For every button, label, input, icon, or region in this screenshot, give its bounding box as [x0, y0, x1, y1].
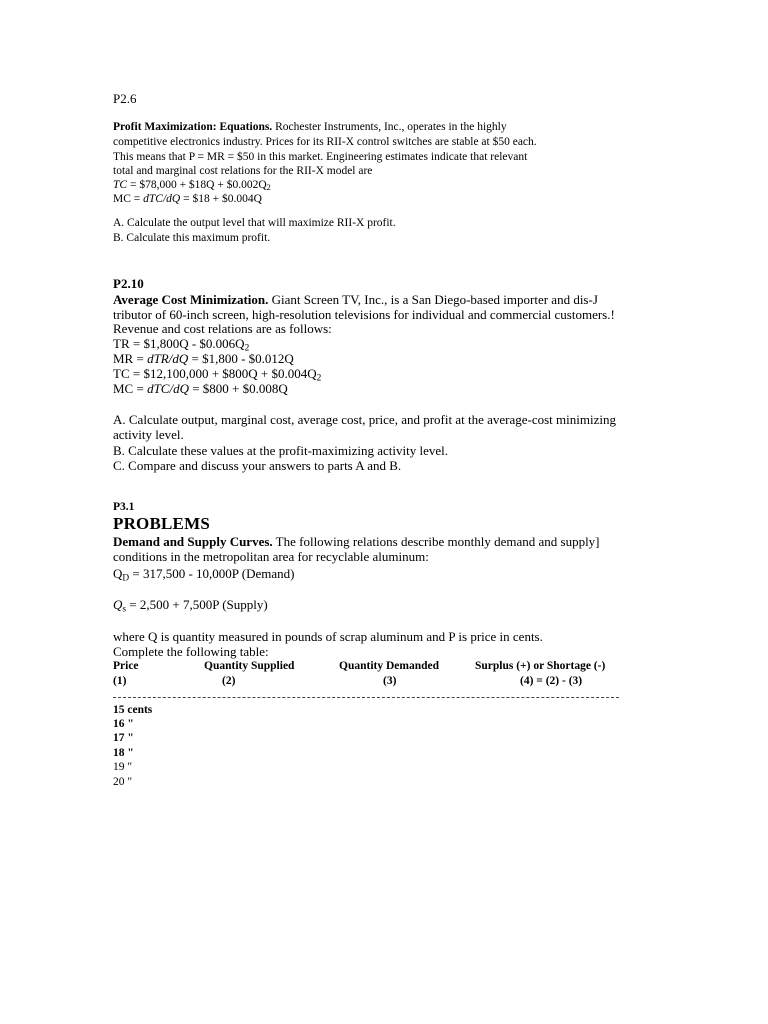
p2-10-mc-italic: dTC/dQ — [147, 381, 189, 396]
table-colnum-1: (1) — [113, 675, 127, 687]
p2-6-tc-expr: = $78,000 + $18Q + $0.002Q — [127, 179, 267, 191]
table-row: 15 cents — [113, 704, 153, 716]
table-colnum-4: (4) = (2) - (3) — [520, 675, 583, 687]
p2-10-mc-rest: = $800 + $0.008Q — [188, 381, 288, 396]
p2-10-question-c: C. Compare and discuss your answers to parts A and B. — [113, 458, 402, 473]
p3-1-qs-rest: = 2,500 + 7,500P (Supply) — [126, 597, 268, 612]
p2-10-tr-sub: 2 — [244, 343, 250, 354]
p2-10-mr-rest: = $1,800 - $0.012Q — [188, 351, 294, 366]
table-header-quantity-demanded: Quantity Demanded — [339, 660, 439, 672]
table-header-quantity-supplied: Quantity Supplied — [204, 660, 295, 672]
p3-1-intro: The following relations describe monthly demand and supply] — [272, 534, 600, 549]
p3-1-line-1 — [113, 535, 600, 548]
p2-6-question-b: B. Calculate this maximum profit. — [113, 232, 271, 244]
table-colnum-2: (2) — [222, 675, 236, 687]
table-header-price: Price — [113, 660, 139, 672]
p2-10-intro: Giant Screen TV, Inc., is a San Diego-based importer and dis-J — [268, 292, 598, 307]
problem-label-p2-6: P2.6 — [113, 91, 137, 106]
p3-1-line-2: conditions in the metropolitan area for recyclable aluminum: — [113, 549, 429, 564]
p2-10-line-2: tributor of 60-inch screen, high-resolution televisions for individual and commercial customers.! — [113, 307, 615, 322]
p2-10-line-3: Revenue and cost relations are as follows: — [113, 321, 332, 336]
p2-10-line-1 — [113, 293, 598, 306]
p2-6-question-a: A. Calculate the output level that will maximize RII-X profit. — [113, 217, 396, 229]
p3-1-complete: Complete the following table: — [113, 644, 269, 659]
p2-6-mc-equation — [113, 194, 262, 206]
table-header-surplus-shortage: Surplus (+) or Shortage (-) — [475, 660, 606, 672]
table-row: 17 " — [113, 732, 134, 744]
p2-10-title: Average Cost Minimization. — [113, 292, 269, 307]
p3-1-qd-rest: = 317,500 - 10,000P (Demand) — [129, 566, 295, 581]
p2-10-mc-prefix: MC = — [113, 381, 148, 396]
p2-10-tc-sub: 2 — [316, 373, 322, 384]
p2-6-line-3: This means that P = MR = $50 in this market. Engineering estimates indicate that relevant — [113, 151, 528, 163]
p3-1-supply-equation — [113, 598, 268, 615]
p2-6-tc-label: TC — [113, 179, 128, 191]
problem-label-p3-1: P3.1 — [113, 501, 135, 513]
table-row: 20 " — [113, 776, 133, 788]
p3-1-qs-symbol: Q — [113, 597, 123, 612]
table-row: 18 " — [113, 747, 134, 759]
p3-1-where: where Q is quantity measured in pounds of scrap aluminum and P is price in cents. — [113, 629, 543, 644]
p2-10-tr-expr: TR = $1,800Q - $0.006Q — [113, 336, 245, 351]
p2-6-mc-italic: dTC/dQ — [143, 193, 181, 205]
p2-6-tc-equation — [113, 180, 271, 192]
table-colnum-3: (3) — [383, 675, 397, 687]
p2-6-intro: Rochester Instruments, Inc., operates in the highly — [272, 121, 507, 133]
p2-10-mr-italic: dTR/dQ — [147, 351, 189, 366]
p2-10-tc-expr: TC = $12,100,000 + $800Q + $0.004Q — [113, 366, 317, 381]
p2-10-mr-prefix: MR = — [113, 351, 148, 366]
problem-label-p2-10: P2.10 — [113, 276, 144, 291]
table-row: 19 " — [113, 761, 133, 773]
table-divider — [113, 697, 619, 698]
p2-6-mc-prefix: MC = — [113, 193, 144, 205]
p3-1-qd-symbol: Q — [113, 566, 123, 581]
p2-6-line-2: competitive electronics industry. Prices for its RII-X control switches are stable at $50 each. — [113, 136, 537, 148]
p2-6-mc-rest: = $18 + $0.004Q — [180, 193, 262, 205]
table-row: 16 " — [113, 718, 134, 730]
p2-6-tc-sub: 2 — [266, 183, 271, 193]
p3-1-qs-sub: s — [122, 604, 127, 615]
p2-10-mc-equation — [113, 382, 288, 395]
p2-10-question-b: B. Calculate these values at the profit-maximizing activity level. — [113, 443, 449, 458]
p2-10-question-a-1: A. Calculate output, marginal cost, average cost, price, and profit at the average-cost minimizing — [113, 412, 616, 427]
p2-6-line-1 — [113, 122, 507, 134]
p3-1-qd-sub: D — [122, 573, 130, 584]
p2-6-title: Profit Maximization: Equations. — [113, 121, 273, 133]
p3-1-title: Demand and Supply Curves. — [113, 534, 273, 549]
p2-10-mr-equation — [113, 352, 294, 365]
p2-10-question-a-2: activity level. — [113, 427, 184, 442]
p2-6-line-4: total and marginal cost relations for the RII-X model are — [113, 165, 373, 177]
problems-heading: PROBLEMS — [113, 514, 211, 533]
p3-1-demand-equation — [113, 567, 295, 584]
